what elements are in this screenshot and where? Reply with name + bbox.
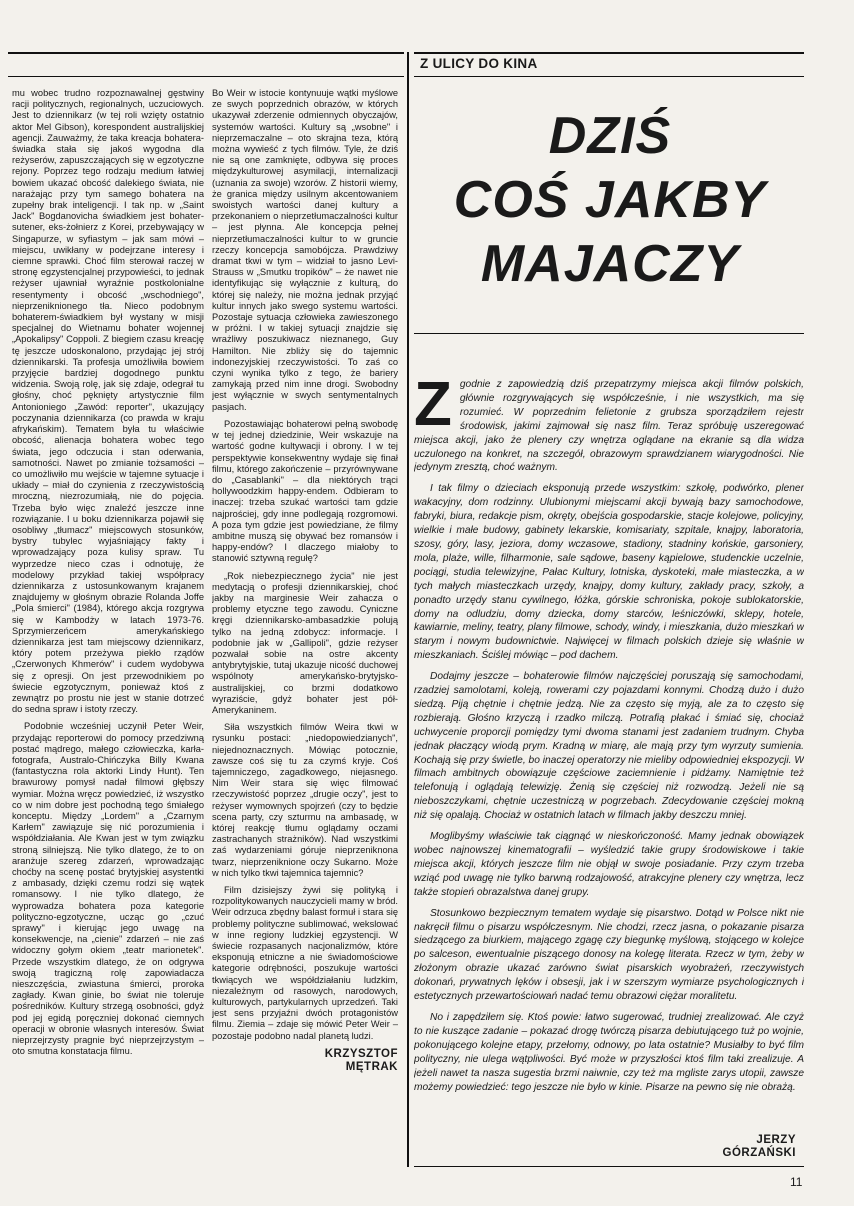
paragraph: Moglibyśmy właściwie tak ciągnąć w nieskończoność. Mamy jednak obowiązek wobec najnowszej kinematografii – wyśledzić takie grupy środowiskowe i takie miejsca akcji, których jeszcze film nie objął w swoje posiadanie. Przy czym trzeba wziąć pod uwagę nie tylko barwną rodzajowość, atrakcyjne plenery czy wnętrza, lecz także stopień obrazalstwa danej grupy. [414,831,804,898]
bottom-rule [414,1166,804,1167]
column-divider [407,52,409,1167]
headline-line-3: MAJACZY [480,235,740,293]
feature-author-first-name: JERZY [756,1134,796,1146]
paragraph: Film dzisiejszy żywi się polityką i rozpolitykowanych nauczycieli mamy w bród. Weir odrzuca zbędny balast formuł i stara się problemy polityczne sublimować, wekslować w inne regiony ludzkiej egzystencji. W świecie rozpasanych nacjonalizmów, które eksponują etniczne a nie świadomościowe kategorie odrębności, poszukuje wartości tkwiących we współdziałaniu ludzkim, niezależnym od rasowych, narodowych, kulturowych, partykularnych uprzedzeń. Taki jest sens przyjaźni dwóch protagonistów filmu. Ziemia – zdaje się mówić Peter Weir – pozostaje podobno nadal planetą ludzi. [212,885,398,1041]
paragraph: Dodajmy jeszcze – bohaterowie filmów najczęściej poruszają się samochodami, rzadziej samolotami, koleją, rowerami czy pojazdami konnymi. Chodzą dużo i dużo siedzą. Piją chętnie i chętnie jedzą. Nie za często się myją, ale za to często się rozbierają. Głośno krzyczą i rzadko milczą. Potrafią płakać i śmiać się, chociaż uchwycenie proporcji pomiędzy tymi dwoma stanami jest zadaniem trudnym. Chyba jednak płaczący wiodą prym. Kradną w miarę, ale mają przy tym wyrzuty sumienia. Kochają się przy świetle, bo inaczej operatorzy nie mieliby odpowiedniej ekspozycji. W filmach ambitnych obowiązuje częściowe zaciemnienie i pidżamy. Namiętnie też telefonują i oglądają telewizję. Żenią się częściej niż rozwodzą. Jeżeli nie są nieboszczykami, chętnie uczestniczą w pogrzebach. Zdecydowanie częściej mokną niż się opalają. Chociaż w ostatnich latach w filmach jakby deszczu mniej. [414,671,804,822]
paragraph: „Rok niebezpiecznego życia" nie jest medytacją o profesji dziennikarskiej, choć jakby na marginesie Weir zahacza o problemy etyczne tego zawodu. Cyniczne kręgi dziennikarsko-ambasadzkie polują tylko na jedną zdobycz: informacje. I podobnie jak w „Gallipoli", gdzie reżyser pozwalał sobie na ostre akcenty antybrytyjskie, tutaj ukazuje nicość duchowej wspólnoty amerykańsko-brytyjsko-australijskiej, co brzmi dodatkowo wyraziście, gdyż bohater jest pół-Amerykaninem. [212,570,398,715]
headline-line-1: DZIŚ [548,107,672,165]
drop-cap: Z [414,378,452,439]
feature-author-signature [600,1134,796,1160]
headline-line-2: COŚ JAKBY [453,171,767,229]
top-rule-left [8,52,404,54]
paragraph: I tak filmy o dzieciach eksponują przede wszystkim: szkołę, podwórko, plener wakacyjny, dom rodzinny. Ulubionymi miejscami akcji bywają bazy samochodowe, fabryki, biura, redakcje pism, okręty, obejścia gospodarskie, stacje kolejowe, policyjny, wielkie i małe budowy, gabinety lekarskie, komisariaty, szpitale, knajpy, laboratoria, szosy, góry, lasy, jeziora, domy wczasowe, stadiony, stadniny końskie, garsoniery, mola, plaże, wille, filharmonie, sale sądowe, baseny kąpielowe, studenckie uczelnie, pociągi, studia telewizyjne, Pałac Kultury, lotniska, dyskoteki, małe miasteczka, a w tych małych miasteczkach urzędy, knajpy, domy kultury, zakłady pracy, szkoły, a ponadto urzędy stanu cywilnego, łóżka, górskie schroniska, pokoje sublokatorskie, domy na odludziu, domy dziecka, domy starców, leśniczówki, sklepy, hotele, kawiarnie, meliny, teatry, plany filmowe, schody, windy, i mieszkania, dużo mieszkań w starym i nowym budownictwie. Najwięcej w filmach polskich dzieje się właśnie w mieszkaniach. Ściślej mówiąc – pod dachem. [414,483,804,662]
paragraph: No i zapędziłem się. Ktoś powie: łatwo sugerować, trudniej zrealizować. Ale czyż to nie kuszące zadanie – pokazać drogę twórczą pisarza debiutującego tuż po wojnie, pokonującego kolejne etapy, przełomy, odnowy, po lata ostatnie? Musiałby to być film polityczny, nie ulega wątpliwości. Być może w przyszłości ktoś film taki zrealizuje. A jeżeli nawet ta nasza sugestia brzmi naiwnie, czy też ma mgliste zarys utopii, zawsze możemy powiedzieć: tego jeszcze nie było w kinie. Pisarze na pewno się nie obrażą. [414,1011,804,1093]
author-first-name: KRZYSZTOF [324,1047,398,1060]
paragraph: mu wobec trudno rozpoznawalnej gęstwiny racji politycznych, regionalnych, uczuciowych. Jest to dziennikarz (w tej roli wzięty ostatnio aktor Mel Gibson), korespondent australijskiej agencji. Zauważmy, że taka kreacja bohatera-świadka stała się jakoś wygodna dla reżyserów, zapuszczających się w egzotyczne rejony. Poprzez tego rodzaju medium łatwiej bowiem ukazać obcość dalekiego świata, nie narażając przy tym samego bohatera na zupełny brak inteligencji. I tak np. w „Saint Jack" Bogdanovicha świadkiem jest bohater-sutener, eks-żołnierz z Korei, przebywający w Singapurze, w syfiastym – jak sam mówi – miejscu, uwikłany w podejrzane interesy i ciemne sprawki. Choć film sterował raczej w stronę egzystencjalnej przypowieści, to jednak reżyser ujawniał wyraźnie postkolonialne resentymenty i obcość „wschodniego", nieprzeniknionego tła. Nieco podobnym bohaterem-świadkiem był wystany w misji specjalnej do Wietnamu bohater wojennej „Apokalipsy" Coppoli. Z biegiem czasu kreację tę jeszcze udoskonalono, przydając jej strój dziennikarski. Ta profesja umożliwiła bowiem przyjęcie bardziej dogodnego punktu widzenia. Swoją rolę, jak się zdaje, odegrał tu głośny, choć pęknięty artystycznie film Antonioniego „Zawód: reporter", ukazujący poczynania dziennikarza (co prawda w kraju afrykańskim). Tematem była tu właściwie obcość, alienacja bohatera wobec tego świata, jego odczucia i stan oderwania, samotności. Nawet po zmianie tożsamości – co umożliwiło mu wejście w tajemne sytuacje i układy – miał do czynienia z rzeczywistością mroczną, niezrozumiałą, nie do pojęcia. Trzeba było więc znaleźć jeszcze inne rozwiązanie. I u boku dziennikarza pojawił się osobliwy „tłumacz" miejscowych stosunków, bystry tubylec wyjaśniający fakty i wprowadzający poza kulisy spraw. Tu wyprzedze nieco czas i odnotuję, że modelowy przykład takiej współpracy dziennikarza z ustosunkowanym krajanem znajdujemy w głośnym obrazie Rolanda Joffe „Pola śmierci" (1984), którego akcja rozgrywa się w Kambodży w latach 1973-76. Sprzymierzeńcem amerykańskiego dziennikarza jest tam miejscowy dziennikarz, który potem przeżywa piekło rządów „Czerwonych Khmerów" i cudem wydobywa się z opresji. On jest przewodnikiem po świecie egzotycznym, ponieważ ktoś z zewnątrz po prostu nie jest w stanie dotrzeć do sedna spraw i istoty rzeczy. [12,88,204,715]
lead-paragraph [414,378,804,475]
author-last-name: MĘTRAK [345,1060,398,1073]
page-number: 11 [790,1175,803,1189]
paragraph: Stosunkowo bezpiecznym tematem wydaje się pisarstwo. Dotąd w Polsce nikt nie nakręcił filmu o pisarzu współczesnym. Nie chodzi, rzecz jasna, o pokazanie pisarza siedzącego za biurkiem, mającego zgagę czy biegunkę myślową, stojącego w kolejce po salceson, ewentualnie piszącego donosy na kolegę literata. Rzecz w tym, żeby w złożonym obrazie ukazać zarówno świat pisarskich wyobrażeń, rzeczywistych dokonań, prywatnych lęków i obsesji, jak i w szerszym wymiarze psychologicznych i estetycznych przewartościowań nadać temu obrazowi ciężar moralitetu. [414,907,804,1003]
paragraph: Podobnie wcześniej uczynił Peter Weir, przydając reporterowi do pomocy przedziwną postać mądrego, małego człowieczka, karła-fotografa, Australo-Chińczyka Billy Kwana (fantastyczna rola aktorki Lindy Hunt). Ten brawurowy pomysł nadał filmowi głębszy wymiar. Można wręcz powiedzieć, iż wszystko co w nim dobre jest pochodną tego śmiałego konceptu. Między „Lordem" a „Czarnym Karłem" zawiązuje się nić porozumienia i współdziałania. Ale Kwan jest w tym związku stroną silniejszą. Nie tylko dlatego, że to on aranżuje szereg zdarzeń, wprowadzając choćby na scenę postać brytyjskiej asystentki z ambasady, dzięki czemu rodzi się wątek romansowy. I nie tylko dlatego, że wyprowadza bohatera poza kategorie polityczno-egzotyczne, ucząc go „czuć sprawy" i kierując jego uwagę na konsekwencje, na „cienie" zdarzeń – nie zaś widoczny gołym okiem „teatr marionetek". Przede wszystkim dlatego, że on odgrywa swoją tragiczną rolę zapowiadacza nieszczęścia, zwiastuna śmierci, proroka zagłady. Kwan ginie, bo świat nie toleruje pośredników. Kultury strzegą osobności, gdyż pod jej egidą poręczniej dokonać ciemnych operacji w obronie własnych interesów. Świat nieprzejrzysty pragnie być nieprzejrzystym – oto smutna konstatacja filmu. [12,721,204,1057]
top-rule-right [414,52,804,54]
section-label: Z ULICY DO KINA [420,56,538,71]
paragraph: Bo Weir w istocie kontynuuje wątki myślowe ze swych poprzednich obrazów, w których ukazywał zderzenie odmiennych obyczajów, systemów wartości. Kultury są „wsobne" i nieprzemaczalne – oto skrajna teza, którą można wywieść z tych filmów. Tyle, że dziś nie są one zamknięte, odbywa się proces międzykulturowej asymilacji, internalizacji (uznania za swoje) wzorów. Z historii wiemy, że granica między usilnym akcentowaniem swoistych wartości danej kultury a przekonaniem o nieprzetłumaczalności kultur – jest płynna. Ale koncepcja pełnej nieprzetłumaczalności kultur to w gruncie rzeczy koncepcja samobójcza. Prawdziwy dramat tkwi w tym – widział to jasno Levi-Strauss w „Smutku tropików" – że nawet nie identyfikując się wyłącznie z kulturą, do której się należy, nie można jednak przyjąć kultur innych jako swego systemu wartości. Pozostaje sytuacja człowieka zawieszonego w próżni. I w takiej sytuacji znajdzie się wrażliwy poszukiwacz nieznanego, Guy Hamilton. Nie zbliży się do tajemnic indonezyjskiej rzeczywistości. To zaś co czyni wynika tylko z tego, że bariery zamykają przed nim inne drogi. Swobodny jest wyłącznie w swych sentymentalnych pasjach. [212,88,398,412]
article-headline [440,104,780,296]
article-column-1 [12,88,204,1168]
headline-rule [414,333,804,334]
paragraph: Siła wszystkich filmów Weira tkwi w rysunku postaci: „niedopowiedzianych", niejednoznacznych. Mówiąc potocznie, zawsze coś się tu za czymś kryje. Coś tajemniczego, zagadkowego, niejasnego. Nim Weir stara się więc filmować rzeczywistość poprzez „drugie oczy", jest to reżyser wymownych spojrzeń (czy to będzie scena party, czy szturmu na ambasadę, w której reakcję tłumu oglądamy oczami zastrachanych strażników). Nad wszystkimi zaś wydarzeniami góruje nieprzeniknona twarz, nieprzeniknione oczy Sukarno. Może w nich tylko tkwi tajemnica tajemnic? [212,722,398,878]
lead-text: godnie z zapowiedzią dziś przepatrzymy miejsca akcji filmów polskich, głównie rozgrywających się współcześnie, i nie wszystkich, ma się rozumieć. W poprzednim felietonie z grubsza sporządziłem rejestr środowisk, jakimi zajmował się nasz film. Teraz spróbuję uszeregować miejsca akcji, jako że plenery czy wnętrza oglądane na ekranie są dla widza uczulonego na konkret, na szczegół, obrazowym sprawdzianem wiarygodności. Nie jedynym zresztą, choć ważnym. [414,379,804,474]
article-column-2 [212,88,398,1168]
feature-author-last-name: GÓRZAŃSKI [722,1147,796,1159]
top-rule-right-thin [414,76,804,77]
top-rule-left-thin [8,76,404,77]
feature-article [414,378,804,1138]
paragraph: Pozostawiając bohaterowi pełną swobodę w tej jednej dziedzinie, Weir wskazuje na wartość godne kultywacji i obrony. I w tej perspektywie konsekwentny wydaje się finał filmu, którego zakończenie – przyrównywane do „Casablanki" – dla niektórych trąci hollywoodzkim happy-endem. Odbieram to inaczej: trzeba szukać wartości tam gdzie najprościej, gdy inne podlegają rozgromowi. A poza tym gdzie jest powiedziane, że filmy ambitne muszą się obywać bez romansów i happy-endów? I dlaczego miałoby to stanowić sztywną regułę? [212,418,398,564]
author-signature [212,1048,398,1074]
